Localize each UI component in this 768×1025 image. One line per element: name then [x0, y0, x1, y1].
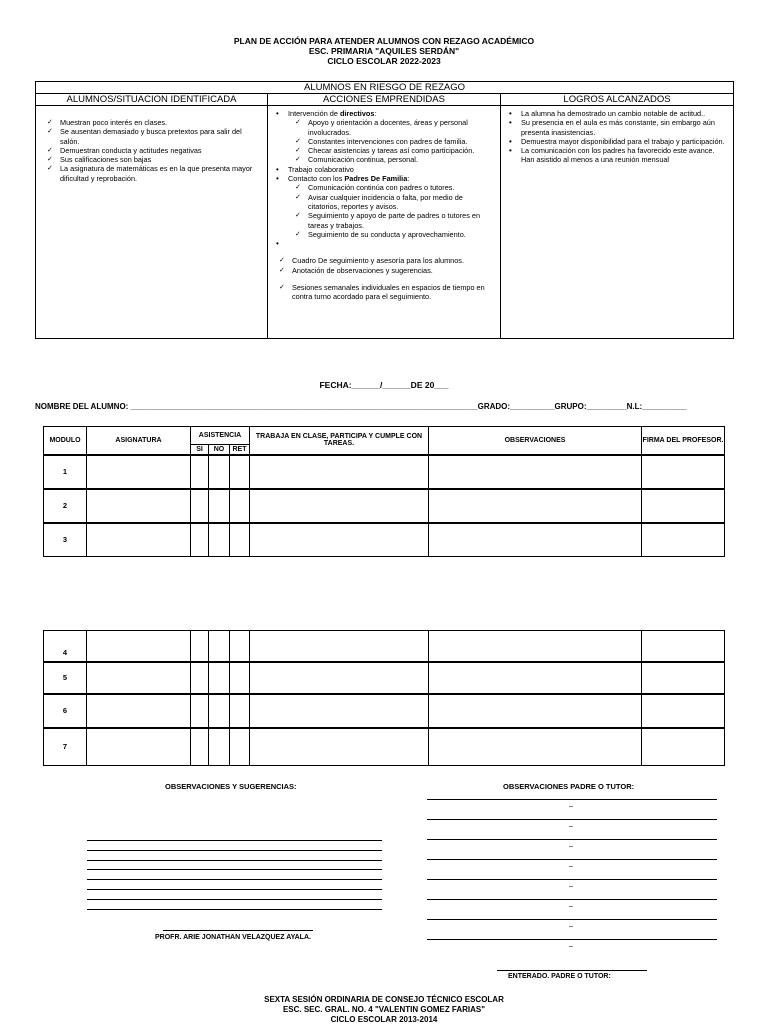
situation-item: ✓ Sus calificaciones son bajas — [44, 155, 263, 164]
fecha-line: FECHA:______/______DE 20___ — [319, 380, 449, 390]
actions-cell — [268, 106, 500, 338]
asignatura-cell[interactable] — [87, 523, 191, 557]
ret-header: RET — [230, 445, 250, 455]
session-footer — [0, 995, 768, 1025]
no-cell[interactable] — [209, 694, 230, 728]
action-subitem: ✓ Anotación de observaciones y sugerencias. — [276, 266, 496, 275]
trabaja-cell[interactable] — [250, 523, 429, 557]
trabaja-cell[interactable] — [250, 455, 429, 489]
ret-cell[interactable] — [230, 489, 250, 523]
asignatura-cell[interactable] — [87, 489, 191, 523]
observaciones-cell[interactable] — [429, 631, 642, 662]
module-row: 5 — [44, 662, 725, 694]
asignatura-header: ASIGNATURA — [87, 427, 191, 455]
si-cell[interactable] — [191, 455, 209, 489]
session-title: SEXTA SESIÓN ORDINARIA DE CONSEJO TÉCNICO ESCOLAR — [264, 995, 504, 1004]
observaciones-cell[interactable] — [429, 728, 642, 766]
achievement-item: • Su presencia en el aula es más constante, sin embargo aún presenta inasistencias. — [505, 118, 729, 137]
firma-cell[interactable] — [642, 631, 725, 662]
trabaja-cell[interactable] — [250, 662, 429, 694]
session-year: CICLO ESCOLAR 2013-2014 — [330, 1015, 438, 1024]
situation-item: ✓ Se ausentan demasiado y busca pretextos para salir del salón. — [44, 127, 263, 146]
no-header: NO — [209, 445, 230, 455]
si-cell[interactable] — [191, 662, 209, 694]
asistencia-header: ASISTENCIA — [191, 427, 250, 445]
session-school: ESC. SEC. GRAL. NO. 4 "VALENTIN GOMEZ FARIAS" — [282, 1005, 486, 1014]
trabaja-cell[interactable] — [250, 489, 429, 523]
observaciones-cell[interactable] — [429, 662, 642, 694]
padre-signature-line — [497, 970, 647, 971]
no-cell[interactable] — [209, 489, 230, 523]
teacher-name: PROFR. ARIE JONATHAN VELAZQUEZ AYALA. — [155, 934, 311, 941]
si-cell[interactable] — [191, 631, 209, 662]
trabaja-cell[interactable] — [250, 728, 429, 766]
situation-item: ✓ Demuestran conducta y actitudes negativas — [44, 146, 263, 155]
col-situations-header: ALUMNOS/SITUACION IDENTIFICADA — [36, 94, 268, 106]
action-subitem: ✓ Comunicación continúa con padres o tutores. — [292, 183, 496, 192]
obs-padre-label: OBSERVACIONES PADRE O TUTOR: — [503, 782, 635, 791]
asignatura-cell[interactable] — [87, 662, 191, 694]
action-subitem: ✓ Seguimiento y apoyo de parte de padres o tutores en tareas y trabajos. — [292, 211, 496, 230]
modulo-header: MODULO — [44, 427, 87, 455]
asignatura-cell[interactable] — [87, 455, 191, 489]
si-cell[interactable] — [191, 694, 209, 728]
observaciones-header: OBSERVACIONES — [429, 427, 642, 455]
attendance-table-1 — [43, 426, 725, 557]
ret-cell[interactable] — [230, 455, 250, 489]
attendance-table-2 — [43, 630, 725, 766]
module-row: 3 — [44, 523, 725, 557]
achievement-item: • Demuestra mayor disponibilidad para el trabajo y participación. — [505, 137, 729, 146]
action-subitem: ✓ Sesiones semanales individuales en espacios de tiempo en contra turno acordado para el seguimiento. — [276, 283, 496, 302]
achievement-item: • La comunicación con los padres ha favorecido este avance. Han asistido al menos a una reunión mensual — [505, 146, 729, 165]
module-row: 6 — [44, 694, 725, 728]
firma-cell[interactable] — [642, 455, 725, 489]
no-cell[interactable] — [209, 728, 230, 766]
module-row: 1 — [44, 455, 725, 489]
asignatura-cell[interactable] — [87, 631, 191, 662]
obs-sugerencias-label: OBSERVACIONES Y SUGERENCIAS: — [165, 782, 297, 791]
action-padres: • Contacto con los Padres De Familia: ✓ Comunicación continúa con padres o tutores. ✓ Avisar cualquier incidencia o falta, por medio de citatorios, reportes y avisos. ✓ Seguimiento y apoyo de parte de padres o tutores en tareas y trabajos. ✓ Seguimiento de su conducta y aprovechamiento. — [272, 174, 496, 239]
action-empty-bullet — [272, 239, 496, 248]
document-header — [0, 36, 768, 66]
action-directivos: • Intervención de directivos: ✓ Apoyo y orientación a docentes, áreas y personal involucrados. ✓ Constantes intervenciones con padres de familia. ✓ Checar asistencias y tareas así como participación. ✓ Comunicación continua, personal. — [272, 109, 496, 165]
firma-cell[interactable] — [642, 489, 725, 523]
ret-cell[interactable] — [230, 662, 250, 694]
situation-item: ✓ La asignatura de matemáticas es en la que presenta mayor dificultad y reprobación. — [44, 164, 263, 183]
firma-cell[interactable] — [642, 662, 725, 694]
module-row: 7 — [44, 728, 725, 766]
situation-item: ✓ Muestran poco interés en clases. — [44, 118, 263, 127]
action-subitem: ✓ Seguimiento de su conducta y aprovechamiento. — [292, 230, 496, 239]
firma-cell[interactable] — [642, 523, 725, 557]
module-row: 2 — [44, 489, 725, 523]
ret-cell[interactable] — [230, 728, 250, 766]
observaciones-cell[interactable] — [429, 523, 642, 557]
si-cell[interactable] — [191, 523, 209, 557]
col-achievements-header: LOGROS ALCANZADOS — [501, 94, 734, 106]
si-cell[interactable] — [191, 728, 209, 766]
school-year: CICLO ESCOLAR 2022-2023 — [327, 56, 441, 66]
no-cell[interactable] — [209, 662, 230, 694]
observaciones-cell[interactable] — [429, 694, 642, 728]
asignatura-cell[interactable] — [87, 728, 191, 766]
observaciones-cell[interactable] — [429, 489, 642, 523]
trabaja-header: TRABAJA EN CLASE, PARTICIPA Y CUMPLE CON TAREAS. — [250, 427, 429, 455]
si-header: SI — [191, 445, 209, 455]
firma-cell[interactable] — [642, 694, 725, 728]
action-subitem: ✓ Comunicación continua, personal. — [292, 155, 496, 164]
no-cell[interactable] — [209, 523, 230, 557]
plan-title: PLAN DE ACCIÓN PARA ATENDER ALUMNOS CON REZAGO ACADÉMICO — [233, 36, 535, 46]
action-subitem: ✓ Constantes intervenciones con padres de familia. — [292, 137, 496, 146]
teacher-signature-line — [163, 930, 313, 931]
achievement-item: • La alumna ha demostrado un cambio notable de actitud.. — [505, 109, 729, 118]
action-trabajo: • Trabajo colaborativo — [272, 165, 496, 174]
firma-cell[interactable] — [642, 728, 725, 766]
ret-cell[interactable] — [230, 694, 250, 728]
achievements-cell — [501, 106, 733, 338]
observaciones-cell[interactable] — [429, 455, 642, 489]
module-row: 4 — [44, 631, 725, 662]
asignatura-cell[interactable] — [87, 694, 191, 728]
student-info-line: NOMBRE DEL ALUMNO: ______________________________________________________________________________GRADO:__________GRUPO:_________N.L:__________ — [35, 402, 687, 411]
trabaja-cell[interactable] — [250, 694, 429, 728]
trabaja-cell[interactable] — [250, 631, 429, 662]
action-subitem: ✓ Checar asistencias y tareas así como participación. — [292, 146, 496, 155]
no-cell[interactable] — [209, 455, 230, 489]
action-subitem: ✓ Apoyo y orientación a docentes, áreas y personal involucrados. — [292, 118, 496, 137]
ret-cell[interactable] — [230, 523, 250, 557]
risk-table — [35, 81, 734, 339]
action-subitem: ✓ Cuadro De seguimiento y asesoría para los alumnos. — [276, 256, 496, 265]
si-cell[interactable] — [191, 489, 209, 523]
ret-cell[interactable] — [230, 631, 250, 662]
enterado-label: ENTERADO. PADRE O TUTOR: — [508, 973, 611, 980]
school-name: ESC. PRIMARIA "AQUILES SERDÁN" — [308, 46, 460, 56]
firma-header: FIRMA DEL PROFESOR. — [642, 427, 725, 455]
action-subitem: ✓ Avisar cualquier incidencia o falta, por medio de citatorios, reportes y avisos. — [292, 193, 496, 212]
risk-table-title: ALUMNOS EN RIESGO DE REZAGO — [36, 82, 734, 94]
col-actions-header: ACCIONES EMPRENDIDAS — [268, 94, 501, 106]
situations-cell — [36, 106, 267, 338]
no-cell[interactable] — [209, 631, 230, 662]
